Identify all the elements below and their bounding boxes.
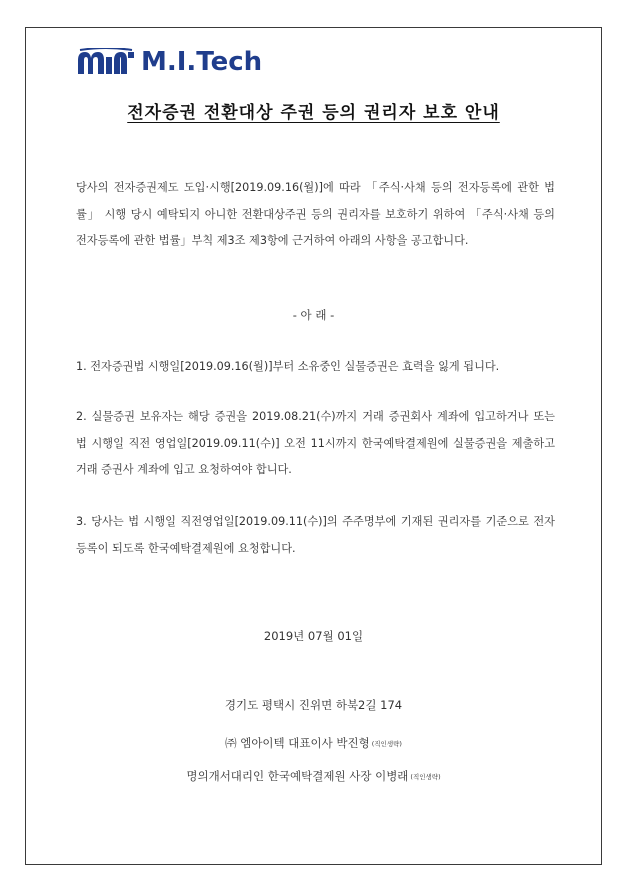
- notice-item-1: 1. 전자증권법 시행일[2019.09.16(월)]부터 소유중인 실물증권은 효력을 잃게 됩니다.: [76, 360, 500, 373]
- agent-line-text: 명의개서대리인 한국예탁결제원 사장 이병래: [186, 769, 409, 783]
- logo-text: M.I.Tech: [141, 47, 263, 77]
- company-signature-line: [25, 735, 602, 751]
- notice-date: 2019년 07월 01일: [263, 629, 364, 643]
- mitech-logo-icon: [76, 48, 136, 76]
- agent-signature-line: [25, 768, 602, 784]
- section-separator: - 아 래 -: [292, 308, 335, 322]
- title-text: 전자증권 전환대상 주권 등의 권리자 보호 안내: [127, 103, 500, 123]
- company-seal-note: (직인생략): [371, 740, 402, 748]
- agent-seal-note: (직인생략): [410, 773, 441, 781]
- company-line-text: ㈜ 엠아이텍 대표이사 박진형: [225, 736, 370, 750]
- notice-item-2: 2. 실물증권 보유자는 해당 증권을 2019.08.21(수)까지 거래 증권회사 계좌에 입고하거나 또는 법 시행일 직전 영업일[2019.09.11(수)] 오전 11시까지 한국예탁결제원에 실물증권을 제출하고 거래 증권사 계좌에 입고 요청하여야 합니다.: [76, 410, 555, 476]
- notice-item-3: 3. 당사는 법 시행일 직전영업일[2019.09.11(수)]의 주주명부에 기재된 권리자를 기준으로 전자등록이 되도록 한국예탁결제원에 요청합니다.: [76, 515, 555, 555]
- company-address: 경기도 평택시 진위면 하북2길 174: [224, 698, 403, 712]
- company-logo: [76, 46, 262, 78]
- intro-paragraph: 당사의 전자증권제도 도입·시행[2019.09.16(월)]에 따라 「주식·사채 등의 전자등록에 관한 법률」 시행 당시 예탁되지 아니한 전환대상주권 등의 권리자를 보호하기 위하여 「주식·사채 등의 전자등록에 관한 법률」부칙 제3조 제3항에 근거하여 아래의 사항을 공고합니다.: [76, 181, 555, 247]
- document-title: [25, 98, 602, 123]
